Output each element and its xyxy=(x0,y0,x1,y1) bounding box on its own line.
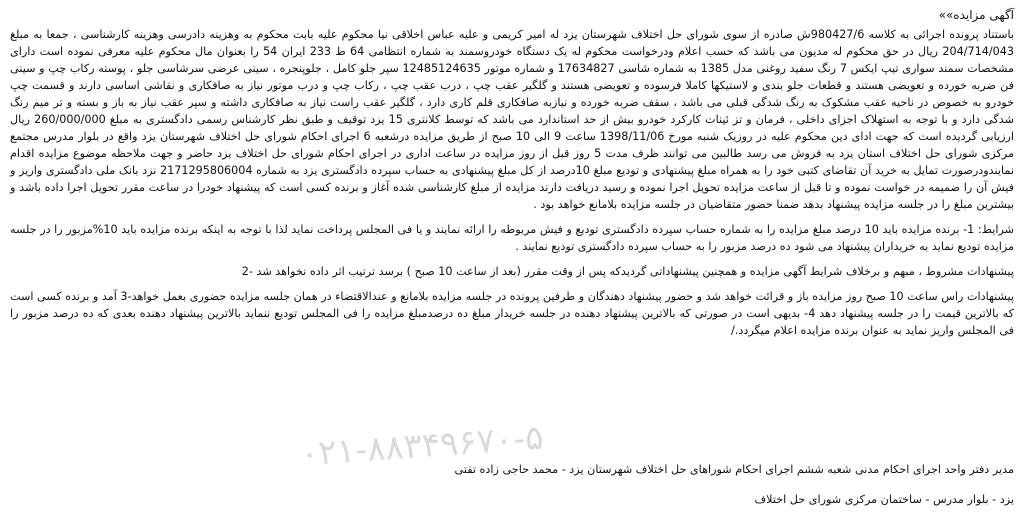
address-line: یزد - بلوار مدرس - ساختمان مرکزی شورای حل اختلاف xyxy=(754,493,1014,506)
signature-line: مدیر دفتر واحد اجرای احکام مدنی شعبه ششم اجرای احکام شوراهای حل اختلاف شهرستان یزد - محمد حاجی زاده تفتی xyxy=(454,463,1014,476)
condition-2-paragraph: پیشنهادات مشروط ، مبهم و برخلاف شرایط آگهی مزایده و همچنین پیشنهاداتی گردیدکه پس از وقت مقرر (بعد از ساعت 10 صبح ) برسد ترتیب اثر داده نخواهد شد -2 xyxy=(241,265,1014,278)
notice-title: آگهی مزایده»» xyxy=(938,8,1014,22)
main-paragraph: باستناد پرونده اجرائی به کلاسه 980427/6ش صادره از سوی شورای حل اختلاف شهرستان یزد له امیر کریمی و علیه عباس اخلاقی نیا محکوم علیه بابت محکوم به وهزینه دادرسی وهزینه کارشناسی ، جمعا به مبلغ 204/714/043 ریال در حق محکوم له مدیون می باشد که حسب اعلام ودرخواست محکوم له یک دستگاه خودروسمند به شماره انتظامی 64 ط 233 ایران 54 را بعنوان مال محکوم علیه معرفی نموده است دارای مشخصات سمند سواری تیپ ایکس 7 رنگ سفید روغنی مدل 1385 به شماره شاسی 17634827 و شماره موتور 12485124635 سپر جلو کامل ، جلوپنجره ، سینی عرضی سرشاسی جلو ، پوسته رکاب چپ و سینی فن ضربه خورده و تعویضی هستند و قطعات جلو بندی و لاستیکها کاملا فرسوده و تعویضی هستند و گلگیر عقب چپ ، درب عقب چپ ، رکاب چپ و درب موتور نیاز به صافکاری و نقاشی اساسی دارند و قسمت چپ خودرو به خصوص در ناحیه عقب مشکوک به رنگ شدگی قبلی می باشد ، سقف ضربه خورده و نیازبه صافکاری قلم کاری دارد ، گلگیر عقب راست نیاز به صافکاری داشته و سپر عقب نیاز به باز و بسته و تر میم رنگ شدگی دارد و با توجه به استهلاک اجزای داخلی ، فرمان و تز ئینات کارکرد خودرو بیش از حد استاندارد می باشد که توسط کلانتری 15 یزد توقیف و طبق نظر کارشناس رسمی دادگستری به مبلغ 260/000/000 ریال ارزیابی گردیده است که جهت ادای دین محکوم علیه در روزیک شنبه مورخ 1398/11/06 ساعت 9 الی 10 صبح از طریق مزایده درشعبه 6 اجرای احکام شورای حل اختلاف شهرستان یزد واقع در بلوار مدرس مجتمع مرکزی شورای حل اختلاف استان یزد به فروش می رسد طالبین می توانند ظرف مدت 5 روز قبل از روز مزایده در ساعت اداری در اجرای احکام شورای حل اختلاف یزد حاضر و جهت ملاحظه موضوع مزایده اقدام نمایندودرصورت تمایل به خرید آن تقاضای کتبی خود را به همراه مبلغ پیشنهادی و تودیع مبلغ 10درصد از کل مبلغ پیشنهادی به حساب سپرده دادگستری یزد به شماره 2171295806004 نزد بانک ملی دادگستری واریز و فیش آن را ضمیمه در خواست نموده و تا قبل از ساعت مزایده تحویل اجرا نموده و رسید دریافت دارند مزایده از مبلغ کارشناسی شده آغاز و برنده کسی است که پیشنهاد خودرا در ساعت مقرر تحویل اجرا داده باشد و بیشترین مبلغ را در جلسه مزایده پیشنهاد بدهد ضمنا حضور متقاضیان در جلسه مزایده بلامانع خواهد بود . xyxy=(10,28,1014,211)
conditions-paragraph: شرایط: 1- برنده مزایده باید 10 درصد مبلغ مزایده را به شماره حساب سپرده دادگستری تودیع و فیش مربوطه را ارائه نمایند و یا فی المجلس پرداخت نماید لذا با توجه به اینکه برنده مزایده باید 10%مزبور را در جلسه مزایده تودیع نماید به خریداران پیشنهاد می شود ده درصد مزبور را به حساب سپرده دادگستری تودیع نمایند . xyxy=(10,223,1014,253)
condition-3-4-paragraph: پیشنهادات راس ساعت 10 صبح روز مزایده باز و قرائت خواهد شد و حضور پیشنهاد دهندگان و طرفین پرونده در جلسه مزایده بلامانع و عندالاقتضاء در همان جلسه مزایده حضوری بعمل خواهد-3 آمد و برنده کسی است که بالاترین قیمت را در جلسه پیشنهاد دهد 4- بدیهی است در صورتی که بالاترین پیشنهاد دهنده در جلسه خریدار مبلغ ده درصدمبلغ مزایده را فی المجلس تودیع ننماید بالاترین پیشنهاد دهنده بعدی که ده درصد مزبور را فی المجلس واریز نماید به عنوان برنده مزایده اعلام میگردد./ xyxy=(10,290,1014,337)
phone-watermark: ۰۲۱-۸۸۳۴۹۶۷۰-۵ xyxy=(298,417,545,475)
